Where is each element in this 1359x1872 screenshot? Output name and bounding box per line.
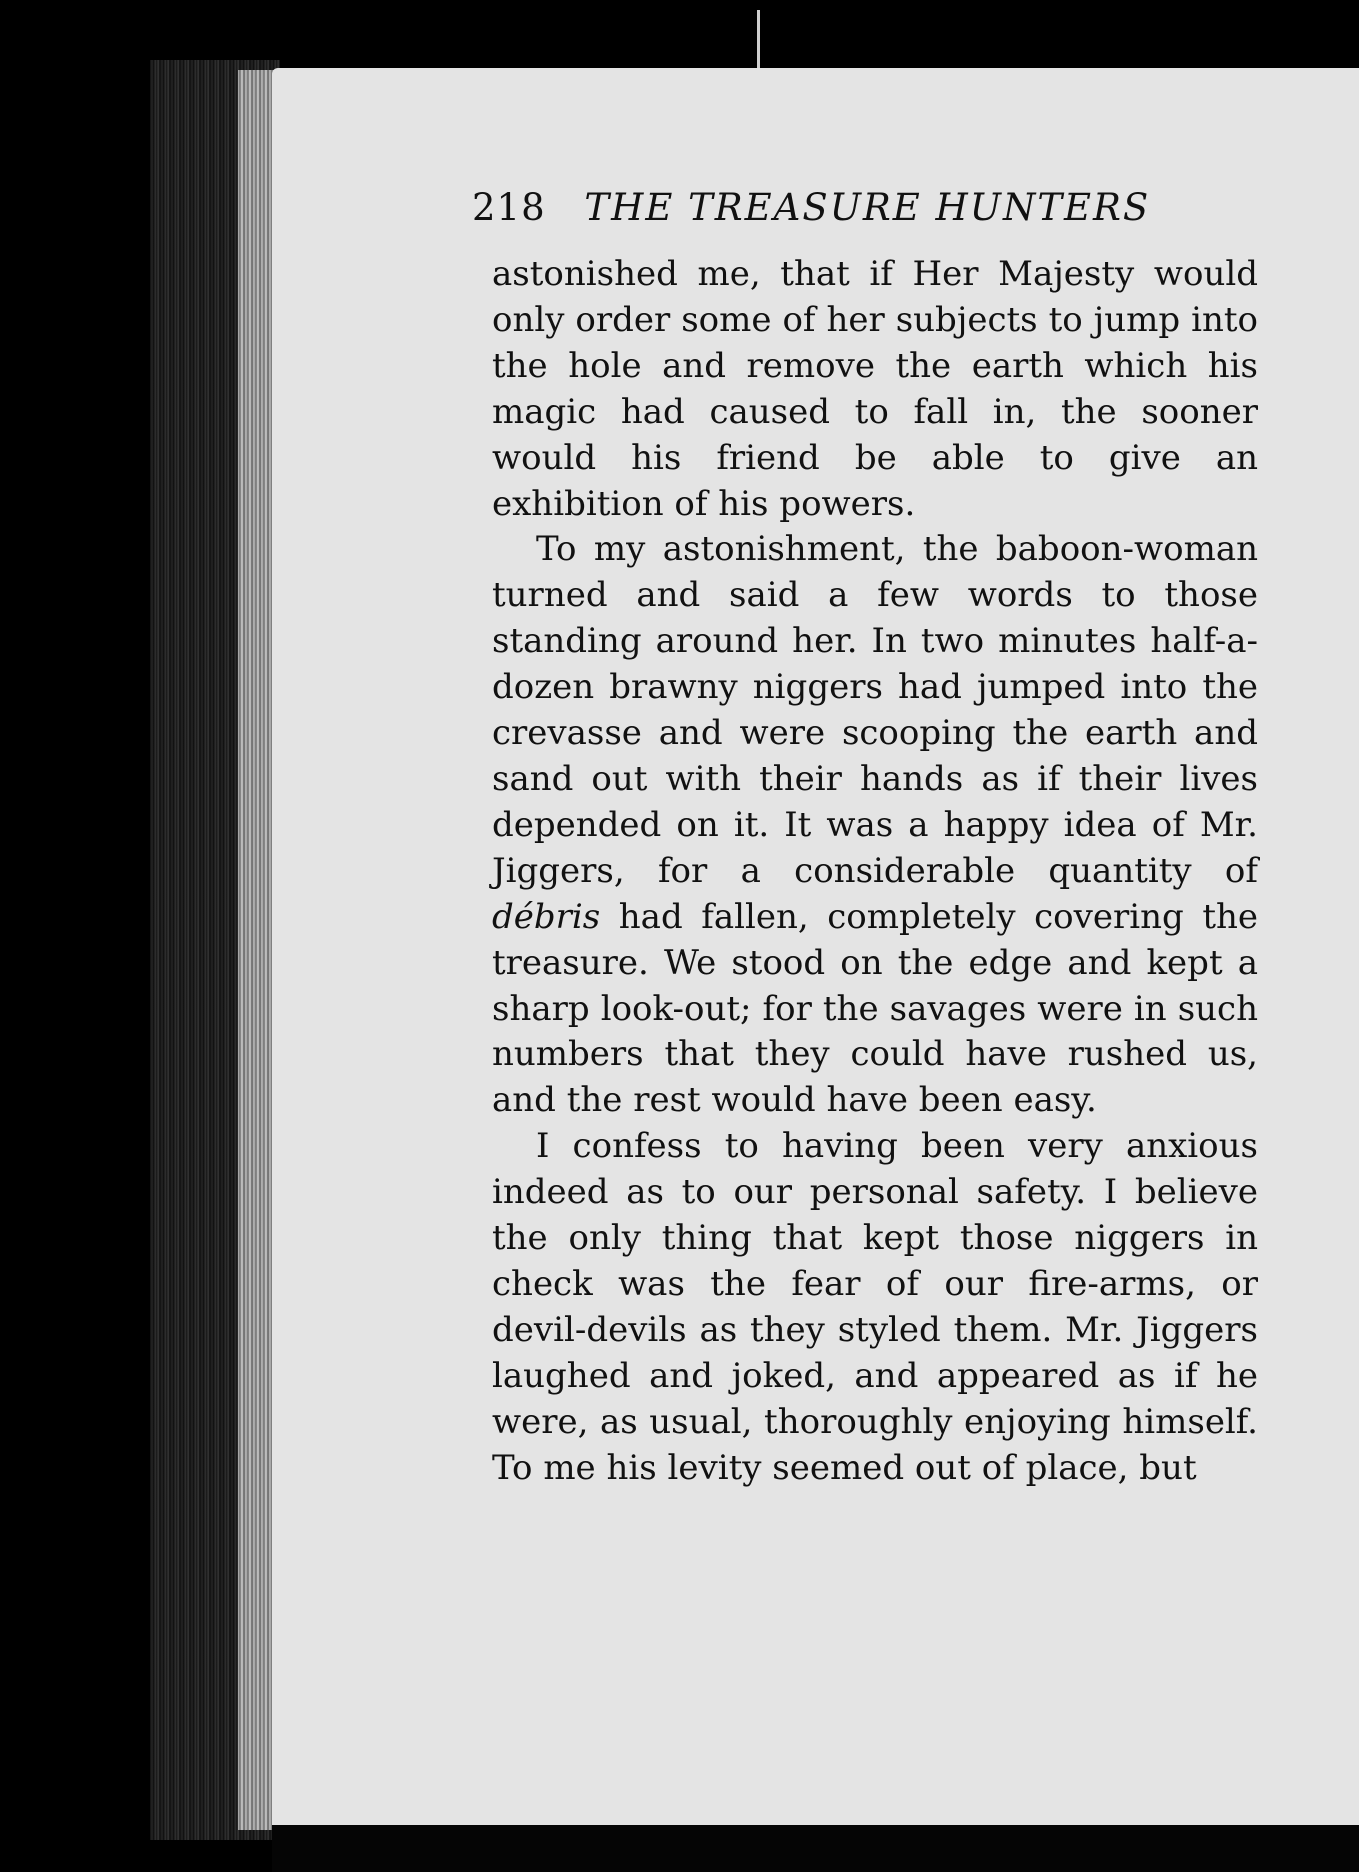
- paragraph-2-text-after: had fallen, completely covering the treasure. We stood on the edge and kept a sharp look-out; for the savages were in such numbers that they could have rushed us, and the rest would have been easy.: [492, 896, 1258, 1121]
- paragraph-1: [492, 252, 1258, 527]
- paragraph-3-text: I confess to having been very anxious indeed as to our personal safety. I believe the only thing that kept those niggers in check was the fear of our fire-arms, or devil-devils as they styled them. Mr. Jiggers laughed and joked, and appeared as if he were, as usual, thoroughly enjoying himself. To me his levity seemed out of place, but: [492, 1126, 1258, 1488]
- body-text: [492, 252, 1258, 1491]
- running-title: THE TREASURE HUNTERS: [584, 186, 1151, 229]
- paragraph-1-text: astonished me, that if Her Majesty would only order some of her subjects to jump into the hole and remove the earth which his magic had caused to fall in, the sooner would his friend be able to give an exhibition of his powers.: [492, 254, 1258, 524]
- gutter-mark: [757, 10, 760, 70]
- paragraph-2-italic-word: débris: [492, 896, 601, 937]
- running-header: [472, 186, 1152, 229]
- bottom-shadow: [272, 1825, 1359, 1872]
- paragraph-2: [492, 527, 1258, 1124]
- page-number: 218: [472, 186, 546, 229]
- paragraph-3: [492, 1124, 1258, 1491]
- paragraph-2-text-before: To my astonishment, the baboon-woman turned and said a few words to those standing around her. In two minutes half-a-dozen brawny niggers had jumped into the crevasse and were scooping the earth and sand out with their hands as if their lives depended on it. It was a happy idea of Mr. Jiggers, for a considerable quantity of: [492, 529, 1258, 891]
